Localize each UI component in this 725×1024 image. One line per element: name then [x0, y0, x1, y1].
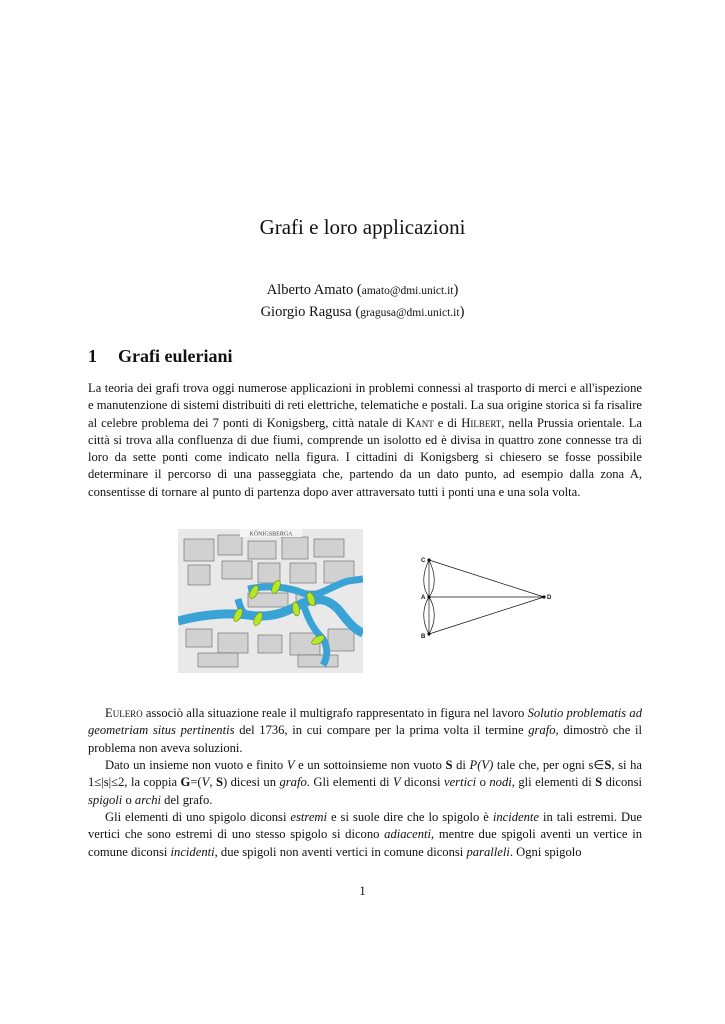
- map-caption: KÖNIGSBERGA: [249, 531, 293, 538]
- p4-t6: . Ogni spigolo: [509, 844, 582, 859]
- section-number: 1: [88, 346, 97, 366]
- p2-text-a: associò alla situazione reale il multigrafo rappresentato in figura nel lavoro: [142, 706, 528, 720]
- p3-t10: diconsi: [400, 775, 444, 790]
- p4-t2: e si suole dire che lo spigolo è: [327, 810, 493, 824]
- p4-adiacenti: adiacenti: [384, 827, 432, 842]
- p1-text-e: e di: [433, 415, 462, 430]
- p3-t7: ,: [209, 775, 216, 790]
- paragraph-eulero: [88, 705, 642, 757]
- p3-t8: ) dicesi un: [222, 775, 280, 790]
- p3-archi: archi: [134, 792, 162, 807]
- author-1: Alberto Amato (amato@dmi.unict.it): [266, 282, 459, 298]
- p3-V3: V: [392, 775, 401, 790]
- p4-paralleli: paralleli: [466, 844, 510, 859]
- vertex-label-b: B: [421, 634, 426, 640]
- p3-t2: e un sottoinsieme non vuoto: [294, 758, 446, 772]
- name-kant: Kant: [406, 415, 434, 430]
- vertex-label-d: D: [547, 595, 552, 601]
- euler-multigraph-figure: [412, 552, 562, 642]
- author-2: Giorgio Ragusa (gragusa@dmi.unict.it): [260, 304, 465, 320]
- vertex-label-c: C: [421, 558, 426, 564]
- author-1-name: Alberto Amato: [266, 282, 354, 298]
- author-1-email[interactable]: amato@dmi.unict.it: [361, 285, 454, 297]
- p3-t4: tale che, per ogni s∈: [493, 758, 605, 772]
- p4-estremi: estremi: [290, 810, 328, 824]
- p4-t1: Gli elementi di uno spigolo diconsi: [105, 810, 291, 824]
- paragraph-intro: [88, 380, 642, 501]
- p3-t13: diconsi: [602, 775, 643, 790]
- name-eulero: Eulero: [105, 706, 143, 720]
- p2-text-b: del 1736, in cui compare per la prima volta il termine: [234, 723, 529, 738]
- p3-S: S: [445, 758, 453, 772]
- work-title: Solutio problematis ad geometriam situs pertinentis: [88, 706, 643, 738]
- section-title: Grafi euleriani: [118, 346, 233, 366]
- p3-t11: o: [476, 775, 490, 790]
- p3-vertici: vertici: [443, 775, 477, 790]
- paragraph-spigoli: [88, 809, 642, 861]
- paper-title: Grafi e loro applicazioni: [259, 215, 466, 239]
- p3-t3: di: [452, 758, 470, 772]
- p3-PV: P(V): [469, 758, 494, 772]
- p1-text-b: , nella Prussia orientale. La città si trova alla confluenza di due fiumi, comprende un isolotto ed è divisa in quattro zone connesse tra di loro da sette ponti come indicato nella figura. I cittadini di Konigsberg si chiesero se fosse possibile determinare il percorso di una passeggiata che, partendo da un dato punto, ad esempio dalla zona A, consentisse di tornare al punto di partenza dopo aver attraversato tutti i ponti una e una sola volta.: [88, 415, 642, 499]
- p4-incidente: incidente: [492, 810, 540, 824]
- p3-G: G: [180, 775, 191, 790]
- p3-t1: Dato un insieme non vuoto e finito: [105, 758, 287, 772]
- p3-S3: S: [215, 775, 223, 790]
- paragraph-definition: [88, 757, 642, 809]
- p3-t12: , gli elementi di: [511, 775, 596, 790]
- p3-V2: V: [201, 775, 210, 790]
- p4-t4: , mentre due spigoli aventi un vertice in comune diconsi: [88, 827, 642, 859]
- p2-text-c: , dimostrò che il problema non aveva soluzioni.: [88, 723, 642, 755]
- term-grafo: grafo: [528, 723, 556, 738]
- p3-t9: . Gli elementi di: [306, 775, 393, 790]
- p3-S2: S: [604, 758, 612, 772]
- p3-spigoli: spigoli: [88, 792, 123, 807]
- konigsberg-map-figure: [178, 529, 363, 673]
- name-hilbert: Hilbert: [461, 415, 502, 430]
- vertex-label-a: A: [421, 595, 426, 601]
- author-2-name: Giorgio Ragusa: [260, 304, 352, 320]
- p3-t5: , si ha 1≤|s|≤2, la coppia: [88, 758, 643, 790]
- section-heading: [88, 346, 232, 367]
- p3-V: V: [286, 758, 295, 772]
- p3-t15: del grafo.: [161, 792, 213, 807]
- p3-t6: =(: [190, 775, 202, 790]
- p3-S4: S: [595, 775, 603, 790]
- p3-nodi: nodi: [489, 775, 512, 790]
- author-2-email[interactable]: gragusa@dmi.unict.it: [360, 307, 460, 319]
- p3-t14: o: [122, 792, 135, 807]
- p4-t3: in tali estremi. Due vertici che sono estremi di uno stesso spigolo si dicono: [88, 810, 642, 842]
- p1-text-a: La teoria dei grafi trova oggi numerose applicazioni in problemi connessi al trasporto di merci e all'ispezione e manutenzione di sistemi distribuiti di reti elettriche, telematiche e postali. La sua origine storica si fa risalire al celebre problema dei 7 ponti di Konigsberg, città natale di: [88, 381, 642, 430]
- page-number: 1: [359, 884, 366, 898]
- p3-grafo: grafo: [279, 775, 307, 790]
- p4-t5: , due spigoli non aventi vertici in comune diconsi: [214, 844, 467, 859]
- p4-incidenti: incidenti: [170, 844, 215, 859]
